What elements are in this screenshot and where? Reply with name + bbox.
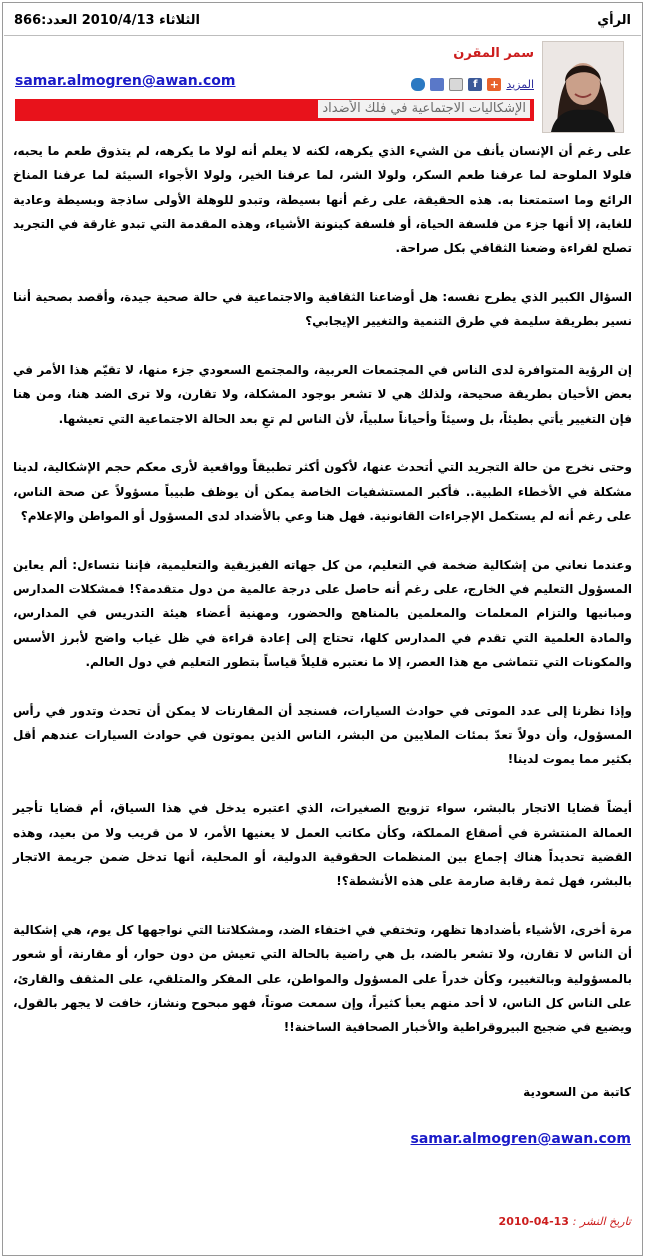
article-paragraph: مرة أخرى، الأشياء بأضدادها تظهر، وتختفي في اختفاء الضد، ومشكلاتنا التي نواجهها كل يوم، هي إشكالية أن الناس لا تقارن، ولا تشعر بالضد، بل هي راضية بالحالة التي تعيش من دون حوار، أو مقارنة، أو شعور بالمسؤولية وبالتغيير، وكأن خدراً على المسؤول والمواطن، على المفكر والمتلقي، على المثقف والقارئ، على الناس كل الناس، لا أحد منهم يعبأ كثيراً، وإن سمعت صوتاً، فهو مبحوح ونشاز، خافت لا يجهر بالقول، ويضيع في ضجيج البيروقراطية والأخبار الصحافية الساخنة!! <box>13 922 632 1035</box>
publish-date-value: 13-04-2010 <box>498 1215 569 1228</box>
publish-date-label: تاريخ النشر : <box>572 1215 631 1228</box>
top-bar <box>4 4 641 36</box>
article-paragraph: على رغم أن الإنسان يأنف من الشيء الذي يكرهه، لكنه لا يعلم أنه لولا ما يكرهه، لم يتذوق طعم ما يحبه، فلولا الملوحة لما عرفنا طعم السكر، ولولا الشر، لما عرفنا الخير، ولولا الأجواء السيئة لما عرفنا المناخ الرائع وما استمتعنا به. هذه الحقيقة، على رغم أنها بسيطة، وتبدو للوهلة الأولى ساذجة وبسيطة وعادية للغاية، إلا أنها جزء من فلسفة الحياة، أو فلسفة كينونة الأشياء، وهذه المقدمة التي تبدو غارقة في التجريد تصلح لقراءة وضعنا الثقافي بكل صراحة. <box>13 144 632 256</box>
publish-date <box>499 1215 631 1228</box>
article-paragraph: إن الرؤية المتوافرة لدى الناس في المجتمعات العربية، والمجتمع السعودي جزء منها، لا تقيّم هذا الأمر في بعض الأحيان بطريقة صحيحة، ولذلك هي لا تشعر بوجود المشكلة، ولا تقارن، ولا ترى الضد هنا، ومن هنا فإن التغيير يأتي بطيئاً، بل وسيئاً وأحياناً سلبياً، لأن الناس لم تعِ بعد الحالة الاجتماعية التي تعيشها. <box>13 363 632 426</box>
issue-info: الثلاثاء 2010/4/13 العدد:866 <box>14 13 201 28</box>
author-email-link-bottom[interactable]: samar.almogren@awan.com <box>410 1131 631 1147</box>
article-title: الإشكاليات الاجتماعية في فلك الأضداد <box>318 100 530 118</box>
mail-icon[interactable] <box>430 78 444 91</box>
facebook-icon[interactable]: f <box>468 78 482 91</box>
article-body <box>13 139 632 1064</box>
share-toolbar <box>411 74 534 94</box>
article-frame <box>2 2 643 1256</box>
author-signature: كاتبة من السعودية <box>523 1085 631 1099</box>
article-paragraph: وعندما نعاني من إشكالية ضخمة في التعليم، من كل جهاته الفيزيقية والتعليمية، فإننا نتساءل: ألم يعاين المسؤول التعليم في الخارج، على رغم أنه حاصل على درجة عالمية من دول متقدمة؟! فمشكلات المدارس ومبانيها والتزام المعلمات والمعلمين بالمناهج والحضور، ومهنية أعضاء هيئة التدريس في المدارس، والمادة العلمية التي تقدم في المدارس كلها، تحتاج إلى إعادة قراءة في ظل غياب واضح لأبرز الأسس والمكونات التي تتماشى مع هذا العصر، إلا ما نعتبره قليلاً قياساً بتطور التعليم في دول العالم. <box>13 557 632 670</box>
headline-bar <box>15 99 534 121</box>
author-email-link[interactable]: samar.almogren@awan.com <box>15 73 236 89</box>
more-link[interactable]: المزيد <box>506 77 534 91</box>
plus-icon[interactable]: + <box>487 78 501 91</box>
section-title: الرأي <box>597 13 631 28</box>
author-name[interactable]: سمر المقرن <box>453 46 534 61</box>
avatar <box>543 42 623 132</box>
print-icon[interactable] <box>449 78 463 91</box>
article-paragraph: وحتى نخرج من حالة التجريد التي أتحدث عنها، لأكون أكثر تطبيقاً وواقعية لأرى معكم حجم الإشكالية، لدينا مشكلة في الأخطاء الطبية.. فأكبر المستشفيات الخاصة يمكن أن يوظف طبيباً مسؤولاً عن صحة الناس، على رغم أنه لم يستكمل الإجراءات القانونية. فهل هنا وعي بالأضداد لدى المسؤول أو المواطن والإعلام؟ <box>13 460 632 524</box>
comment-icon[interactable] <box>411 78 425 91</box>
author-photo <box>542 41 624 133</box>
article-paragraph: السؤال الكبير الذي يطرح نفسه: هل أوضاعنا الثقافية والاجتماعية في حالة صحية جيدة، وأقصد بصحية أننا نسير بطريقة سليمة في طرق التنمية والتغيير الإيجابي؟ <box>13 289 632 329</box>
article-paragraph: أيضاً قضايا الاتجار بالبشر، سواء تزويج الصغيرات، الذي اعتبره يدخل في هذا السياق، أم قضايا تأجير العمالة المنتشرة في أصقاع المملكة، وكأن مكاتب العمل لا يعنيها الأمر، لا من قريب ولا من بعيد، وهذه القضية تحديداً هناك إجماع بين المنظمات الحقوقية الدولية، أو المحلية، أنها تدخل ضمن جريمة الاتجار بالبشر، فهل ثمة رقابة صارمة على هذه الأنشطة؟! <box>13 801 632 889</box>
article-paragraph: وإذا نظرنا إلى عدد الموتى في حوادث السيارات، فسنجد أن المقارنات لا يمكن أن تحدث وتدور في رأس المسؤول، وأن دولاً تعدّ بمئات الملايين من البشر، الناس الذين يموتون في حوادث السيارات عندهم أقل بكثير مما يموت لدينا! <box>13 703 632 767</box>
